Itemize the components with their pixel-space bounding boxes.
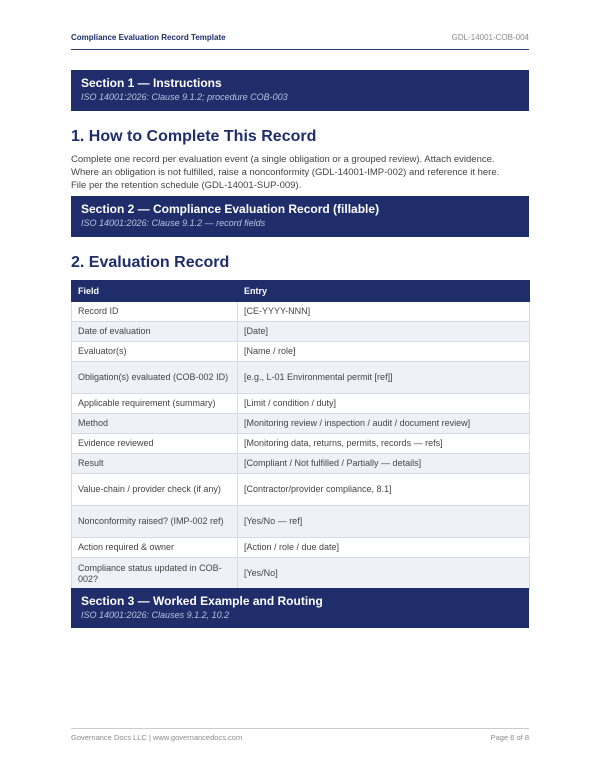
heading-evaluation-record: 2. Evaluation Record bbox=[71, 254, 230, 271]
instructions-paragraph bbox=[71, 153, 529, 192]
field-cell: Date of evaluation bbox=[72, 322, 238, 342]
section-2-title: Section 2 — Compliance Evaluation Record (fillable) bbox=[81, 202, 380, 216]
table-row bbox=[72, 558, 530, 590]
section-3-banner bbox=[71, 588, 529, 628]
footer-company: Governance Docs LLC | www.governancedocs.com bbox=[71, 733, 243, 742]
table-row bbox=[72, 414, 530, 434]
table-row bbox=[72, 506, 530, 538]
entry-cell[interactable]: [Date] bbox=[238, 322, 530, 342]
field-cell: Applicable requirement (summary) bbox=[72, 394, 238, 414]
section-3-reference: ISO 14001:2026: Clauses 9.1.2, 10.2 bbox=[81, 610, 230, 620]
instructions-line: File per the retention schedule (GDL-14001-SUP-009). bbox=[71, 180, 302, 191]
entry-cell[interactable]: [CE-YYYY-NNN] bbox=[238, 302, 530, 322]
heading-how-to-complete: 1. How to Complete This Record bbox=[71, 128, 317, 145]
entry-cell[interactable]: [Compliant / Not fulfilled / Partially — details] bbox=[238, 454, 530, 474]
field-cell: Value-chain / provider check (if any) bbox=[72, 474, 238, 506]
table-row bbox=[72, 302, 530, 322]
section-1-reference: ISO 14001:2026: Clause 9.1.2; procedure COB-003 bbox=[81, 92, 288, 102]
table-row bbox=[72, 454, 530, 474]
page-header bbox=[71, 33, 529, 50]
field-cell: Record ID bbox=[72, 302, 238, 322]
entry-cell[interactable]: [Action / role / due date] bbox=[238, 538, 530, 558]
entry-cell[interactable]: [Monitoring data, returns, permits, records — refs] bbox=[238, 434, 530, 454]
section-2-banner bbox=[71, 196, 529, 237]
entry-cell[interactable]: [e.g., L-01 Environmental permit [ref]] bbox=[238, 362, 530, 394]
document-title: Compliance Evaluation Record Template bbox=[71, 33, 226, 42]
entry-cell[interactable]: [Name / role] bbox=[238, 342, 530, 362]
field-cell: Evaluator(s) bbox=[72, 342, 238, 362]
section-3-title: Section 3 — Worked Example and Routing bbox=[81, 594, 323, 608]
entry-cell[interactable]: [Yes/No — ref] bbox=[238, 506, 530, 538]
table-row bbox=[72, 434, 530, 454]
field-cell: Evidence reviewed bbox=[72, 434, 238, 454]
instructions-line: Where an obligation is not fulfilled, raise a nonconformity (GDL-14001-IMP-002) and reference it here. bbox=[71, 167, 500, 178]
field-cell: Result bbox=[72, 454, 238, 474]
entry-cell[interactable]: [Monitoring review / inspection / audit / document review] bbox=[238, 414, 530, 434]
field-cell: Compliance status updated in COB-002? bbox=[72, 558, 238, 590]
table-row bbox=[72, 538, 530, 558]
field-cell: Method bbox=[72, 414, 238, 434]
column-header-field: Field bbox=[72, 281, 238, 302]
table-row bbox=[72, 362, 530, 394]
evaluation-record-table bbox=[71, 280, 530, 590]
section-1-title: Section 1 — Instructions bbox=[81, 76, 222, 90]
table-row bbox=[72, 342, 530, 362]
entry-cell[interactable]: [Limit / condition / duty] bbox=[238, 394, 530, 414]
table-row bbox=[72, 322, 530, 342]
entry-cell[interactable]: [Yes/No] bbox=[238, 558, 530, 590]
table-header-row bbox=[72, 281, 530, 302]
section-2-reference: ISO 14001:2026: Clause 9.1.2 — record fields bbox=[81, 218, 266, 228]
field-cell: Obligation(s) evaluated (COB-002 ID) bbox=[72, 362, 238, 394]
page-number: Page 6 of 8 bbox=[490, 733, 529, 742]
instructions-line: Complete one record per evaluation event (a single obligation or a grouped review). Attach evidence. bbox=[71, 154, 495, 165]
section-1-banner bbox=[71, 70, 529, 111]
document-code: GDL-14001-COB-004 bbox=[451, 33, 529, 42]
entry-cell[interactable]: [Contractor/provider compliance, 8.1] bbox=[238, 474, 530, 506]
table-row bbox=[72, 474, 530, 506]
table-row bbox=[72, 394, 530, 414]
page-footer bbox=[71, 728, 529, 742]
column-header-entry: Entry bbox=[238, 281, 530, 302]
field-cell: Action required & owner bbox=[72, 538, 238, 558]
field-cell: Nonconformity raised? (IMP-002 ref) bbox=[72, 506, 238, 538]
